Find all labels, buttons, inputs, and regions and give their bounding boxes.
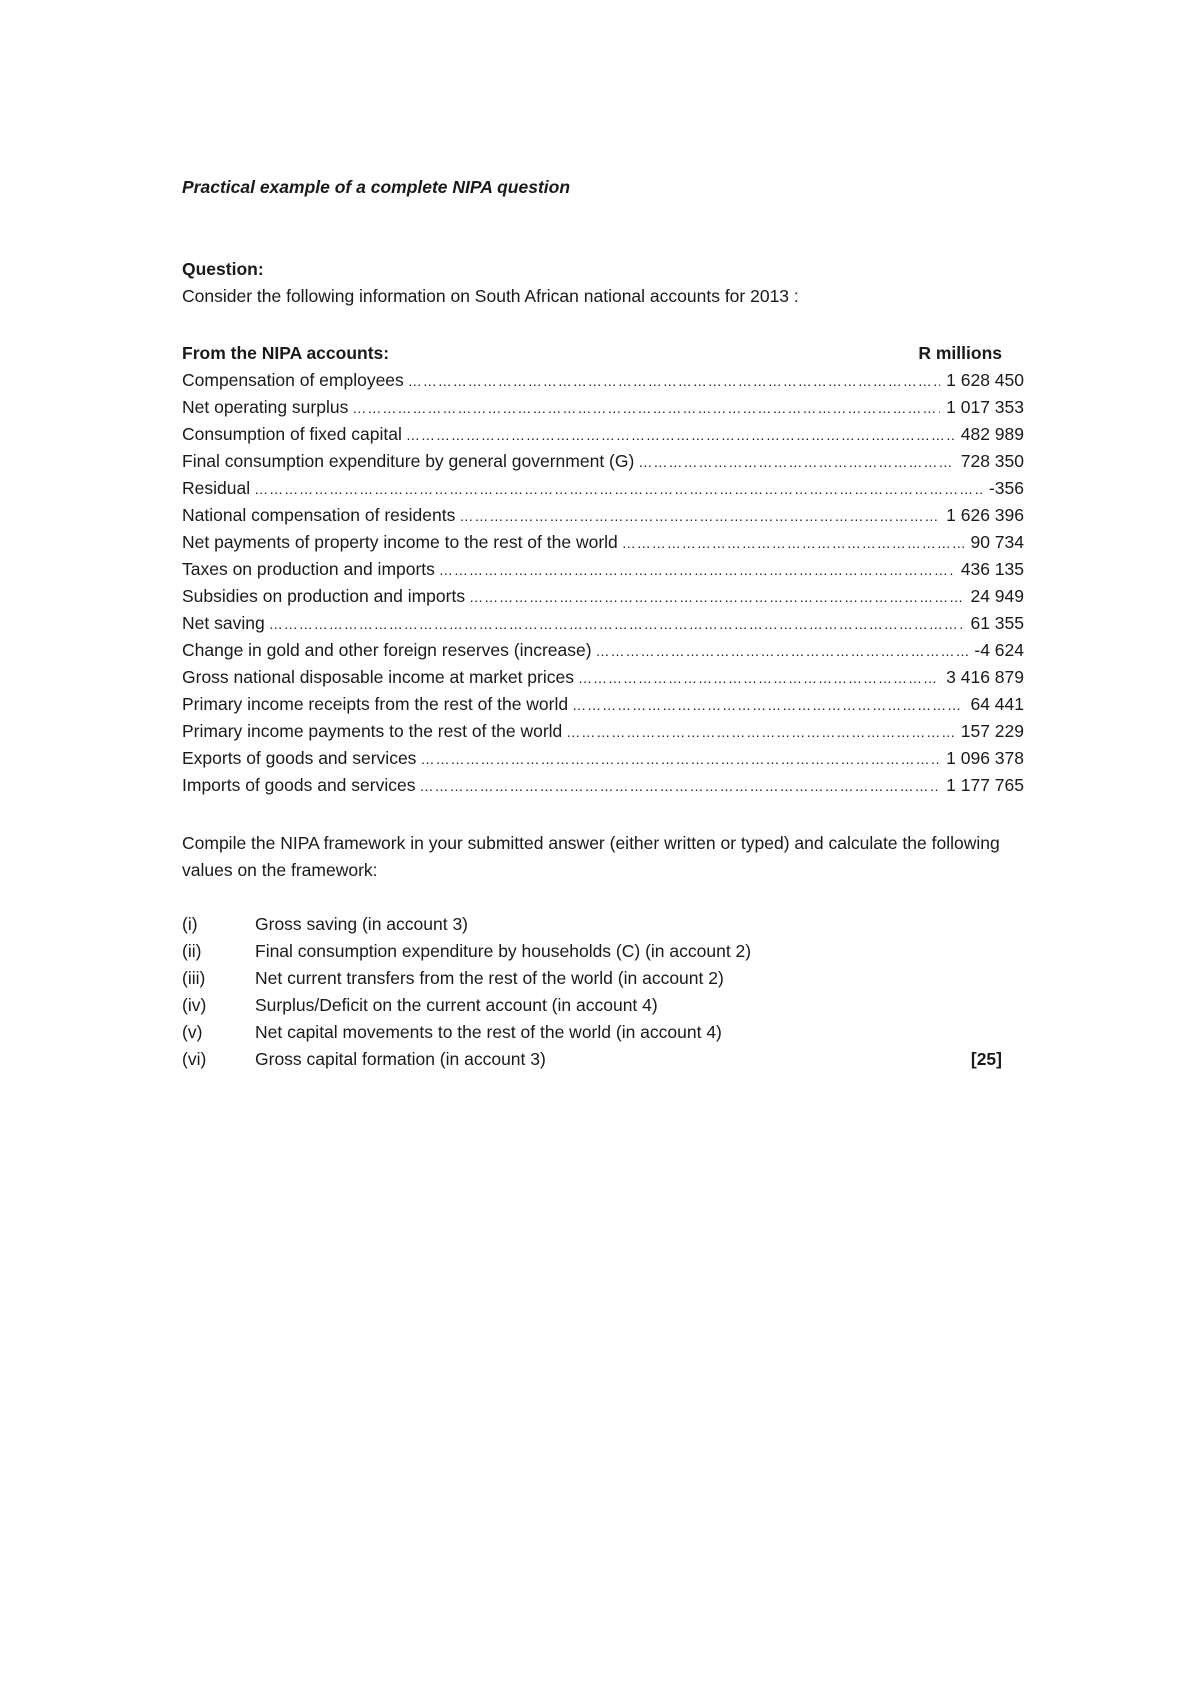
list-item — [182, 938, 1024, 965]
data-row — [182, 637, 1024, 664]
row-value: 1 628 450 — [946, 370, 1024, 390]
dot-leader — [408, 368, 940, 395]
row-value: 1 177 765 — [946, 775, 1024, 795]
row-value: 482 989 — [960, 424, 1024, 444]
document-title: Practical example of a complete NIPA question — [182, 177, 571, 197]
item-text: Gross capital formation (in account 3) — [255, 1049, 546, 1069]
row-value: 1 017 353 — [946, 397, 1024, 417]
dot-leader — [254, 476, 983, 503]
dot-leader — [622, 530, 965, 557]
dot-leader — [578, 665, 940, 692]
data-row — [182, 421, 1024, 448]
row-label: Taxes on production and imports — [182, 559, 435, 579]
data-row — [182, 691, 1024, 718]
dot-leader — [572, 692, 964, 719]
data-row — [182, 718, 1024, 745]
row-label: Primary income receipts from the rest of the world — [182, 694, 569, 714]
item-text: Net current transfers from the rest of the world (in account 2) — [255, 968, 724, 988]
question-items-list — [182, 911, 1024, 1073]
item-text: Final consumption expenditure by households (C) (in account 2) — [255, 941, 752, 961]
dot-leader — [406, 422, 955, 449]
item-number: (iv) — [182, 995, 207, 1015]
row-value: 64 441 — [970, 694, 1024, 714]
row-label: Compensation of employees — [182, 370, 404, 390]
list-item — [182, 911, 1024, 938]
row-label: Gross national disposable income at market prices — [182, 667, 574, 687]
row-label: Subsidies on production and imports — [182, 586, 466, 606]
row-label: Net saving — [182, 613, 265, 633]
row-label: Exports of goods and services — [182, 748, 417, 768]
data-row — [182, 502, 1024, 529]
row-label: Imports of goods and services — [182, 775, 416, 795]
row-value: 1 626 396 — [946, 505, 1024, 525]
dot-leader — [638, 449, 954, 476]
dot-leader — [352, 395, 940, 422]
table-header-label: From the NIPA accounts: — [182, 343, 390, 363]
dot-leader — [269, 611, 965, 638]
item-text: Gross saving (in account 3) — [255, 914, 469, 934]
row-value: 3 416 879 — [946, 667, 1024, 687]
nipa-data-list — [182, 367, 1024, 799]
data-row — [182, 448, 1024, 475]
item-text: Net capital movements to the rest of the world (in account 4) — [255, 1022, 722, 1042]
row-value: 436 135 — [960, 559, 1024, 579]
dot-leader — [420, 746, 940, 773]
question-intro: Consider the following information on South African national accounts for 2013 : — [182, 286, 799, 306]
list-item — [182, 1019, 1024, 1046]
row-value: -356 — [988, 478, 1024, 498]
data-row — [182, 475, 1024, 502]
total-marks: [25] — [970, 1049, 1002, 1069]
list-item — [182, 965, 1024, 992]
row-label: National compensation of residents — [182, 505, 456, 525]
dot-leader — [469, 584, 964, 611]
data-row — [182, 664, 1024, 691]
data-row — [182, 367, 1024, 394]
instructions-paragraph: Compile the NIPA framework in your submitted answer (either written or typed) and calculate the following values on the framework: — [182, 833, 1000, 880]
row-value: 61 355 — [970, 613, 1024, 633]
row-label: Primary income payments to the rest of the world — [182, 721, 563, 741]
row-value: 1 096 378 — [946, 748, 1024, 768]
item-number: (v) — [182, 1022, 203, 1042]
row-label: Net operating surplus — [182, 397, 349, 417]
data-row — [182, 556, 1024, 583]
row-label: Change in gold and other foreign reserves (increase) — [182, 640, 592, 660]
table-header-unit: R millions — [918, 343, 1002, 363]
row-value: 90 734 — [970, 532, 1024, 552]
dot-leader — [419, 773, 940, 800]
row-label: Net payments of property income to the rest of the world — [182, 532, 618, 552]
row-label: Consumption of fixed capital — [182, 424, 402, 444]
data-row — [182, 610, 1024, 637]
dot-leader — [566, 719, 954, 746]
item-number: (ii) — [182, 941, 202, 961]
row-label: Final consumption expenditure by general government (G) — [182, 451, 635, 471]
item-text: Surplus/Deficit on the current account (in account 4) — [255, 995, 658, 1015]
dot-leader — [459, 503, 940, 530]
row-value: 24 949 — [970, 586, 1024, 606]
item-number: (iii) — [182, 968, 206, 988]
table-header — [182, 340, 1024, 367]
item-number: (i) — [182, 914, 198, 934]
data-row — [182, 394, 1024, 421]
question-heading: Question: — [182, 259, 264, 279]
row-value: 728 350 — [960, 451, 1024, 471]
dot-leader — [439, 557, 955, 584]
row-label: Residual — [182, 478, 251, 498]
data-row — [182, 772, 1024, 799]
data-row — [182, 529, 1024, 556]
row-value: -4 624 — [974, 640, 1024, 660]
list-item — [182, 1046, 1024, 1073]
item-number: (vi) — [182, 1049, 207, 1069]
list-item — [182, 992, 1024, 1019]
data-row — [182, 583, 1024, 610]
data-row — [182, 745, 1024, 772]
row-value: 157 229 — [960, 721, 1024, 741]
dot-leader — [596, 638, 969, 665]
